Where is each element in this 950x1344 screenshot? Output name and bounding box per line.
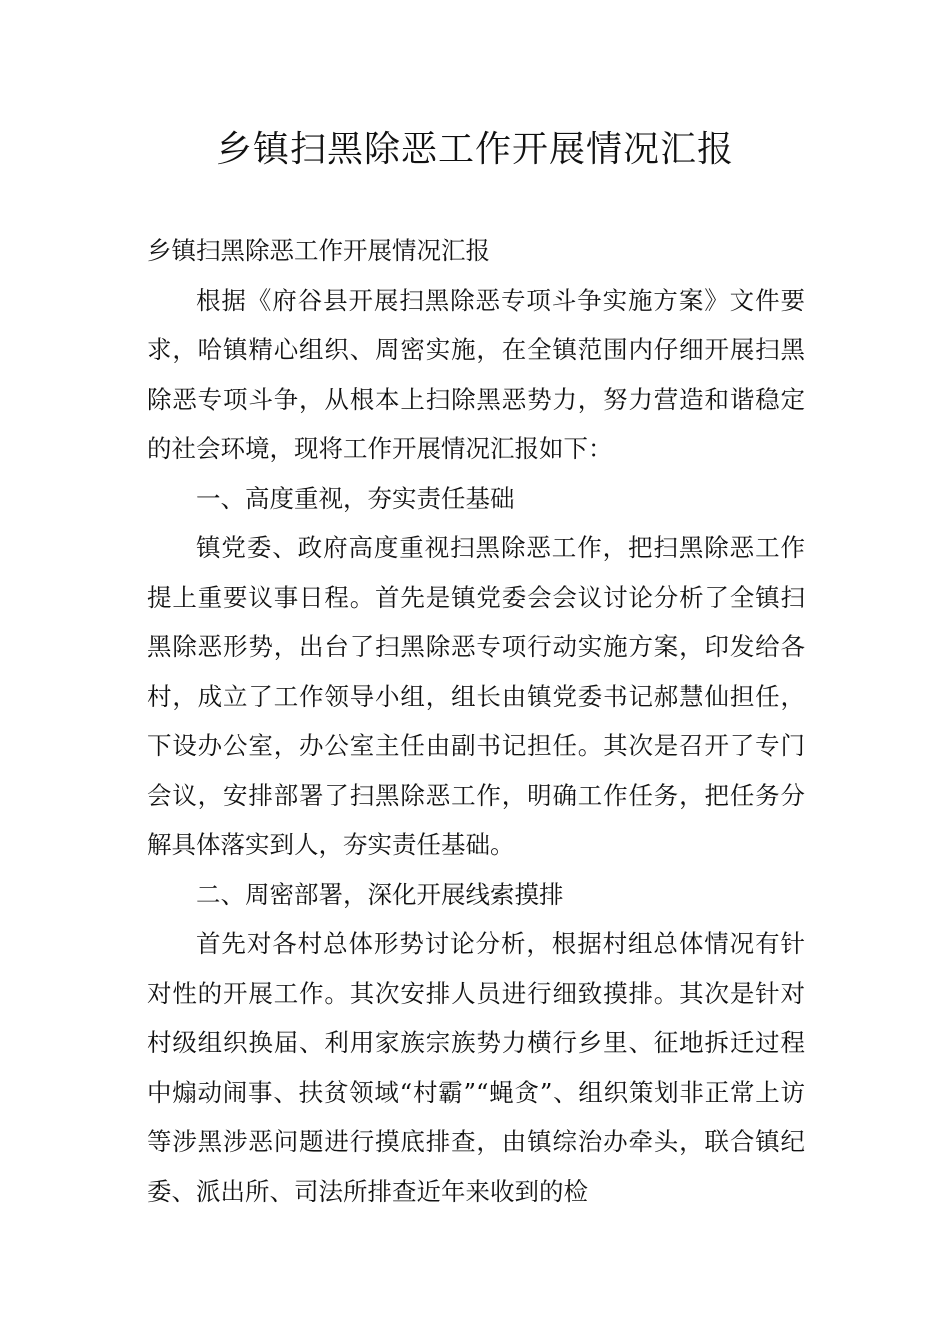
- document-body: [147, 226, 805, 1216]
- section-heading-1: 一、高度重视，夯实责任基础: [196, 483, 515, 513]
- section-2-paragraph: 首先对各村总体形势讨论分析，根据村组总体情况有针对性的开展工作。其次安排人员进行细致摸排。其次是针对村级组织换届、利用家族宗族势力横行乡里、征地拆迁过程中煽动闹事、扶贫领域“村霸”“蝇贪”、组织策划非正常上访等涉黑涉恶问题进行摸底排查，由镇综治办牵头，联合镇纪委、派出所、司法所排查近年来收到的检: [147, 929, 805, 1206]
- section-1-paragraph: 镇党委、政府高度重视扫黑除恶工作，把扫黑除恶工作提上重要议事日程。首先是镇党委会会议讨论分析了全镇扫黑除恶形势，出台了扫黑除恶专项行动实施方案，印发给各村，成立了工作领导小组，组长由镇党委书记郝慧仙担任，下设办公室，办公室主任由副书记担任。其次是召开了专门会议，安排部署了扫黑除恶工作，明确工作任务，把任务分解具体落实到人，夯实责任基础。: [147, 533, 805, 859]
- document-subtitle: 乡镇扫黑除恶工作开展情况汇报: [147, 236, 490, 265]
- intro-paragraph: 根据《府谷县开展扫黑除恶专项斗争实施方案》文件要求，哈镇精心组织、周密实施，在全镇范围内仔细开展扫黑除恶专项斗争，从根本上扫除黑恶势力，努力营造和谐稳定的社会环境，现将工作开展情况汇报如下：: [147, 285, 805, 463]
- section-heading-2: 二、周密部署，深化开展线索摸排: [196, 879, 564, 909]
- document-title: 乡镇扫黑除恶工作开展情况汇报: [215, 129, 734, 170]
